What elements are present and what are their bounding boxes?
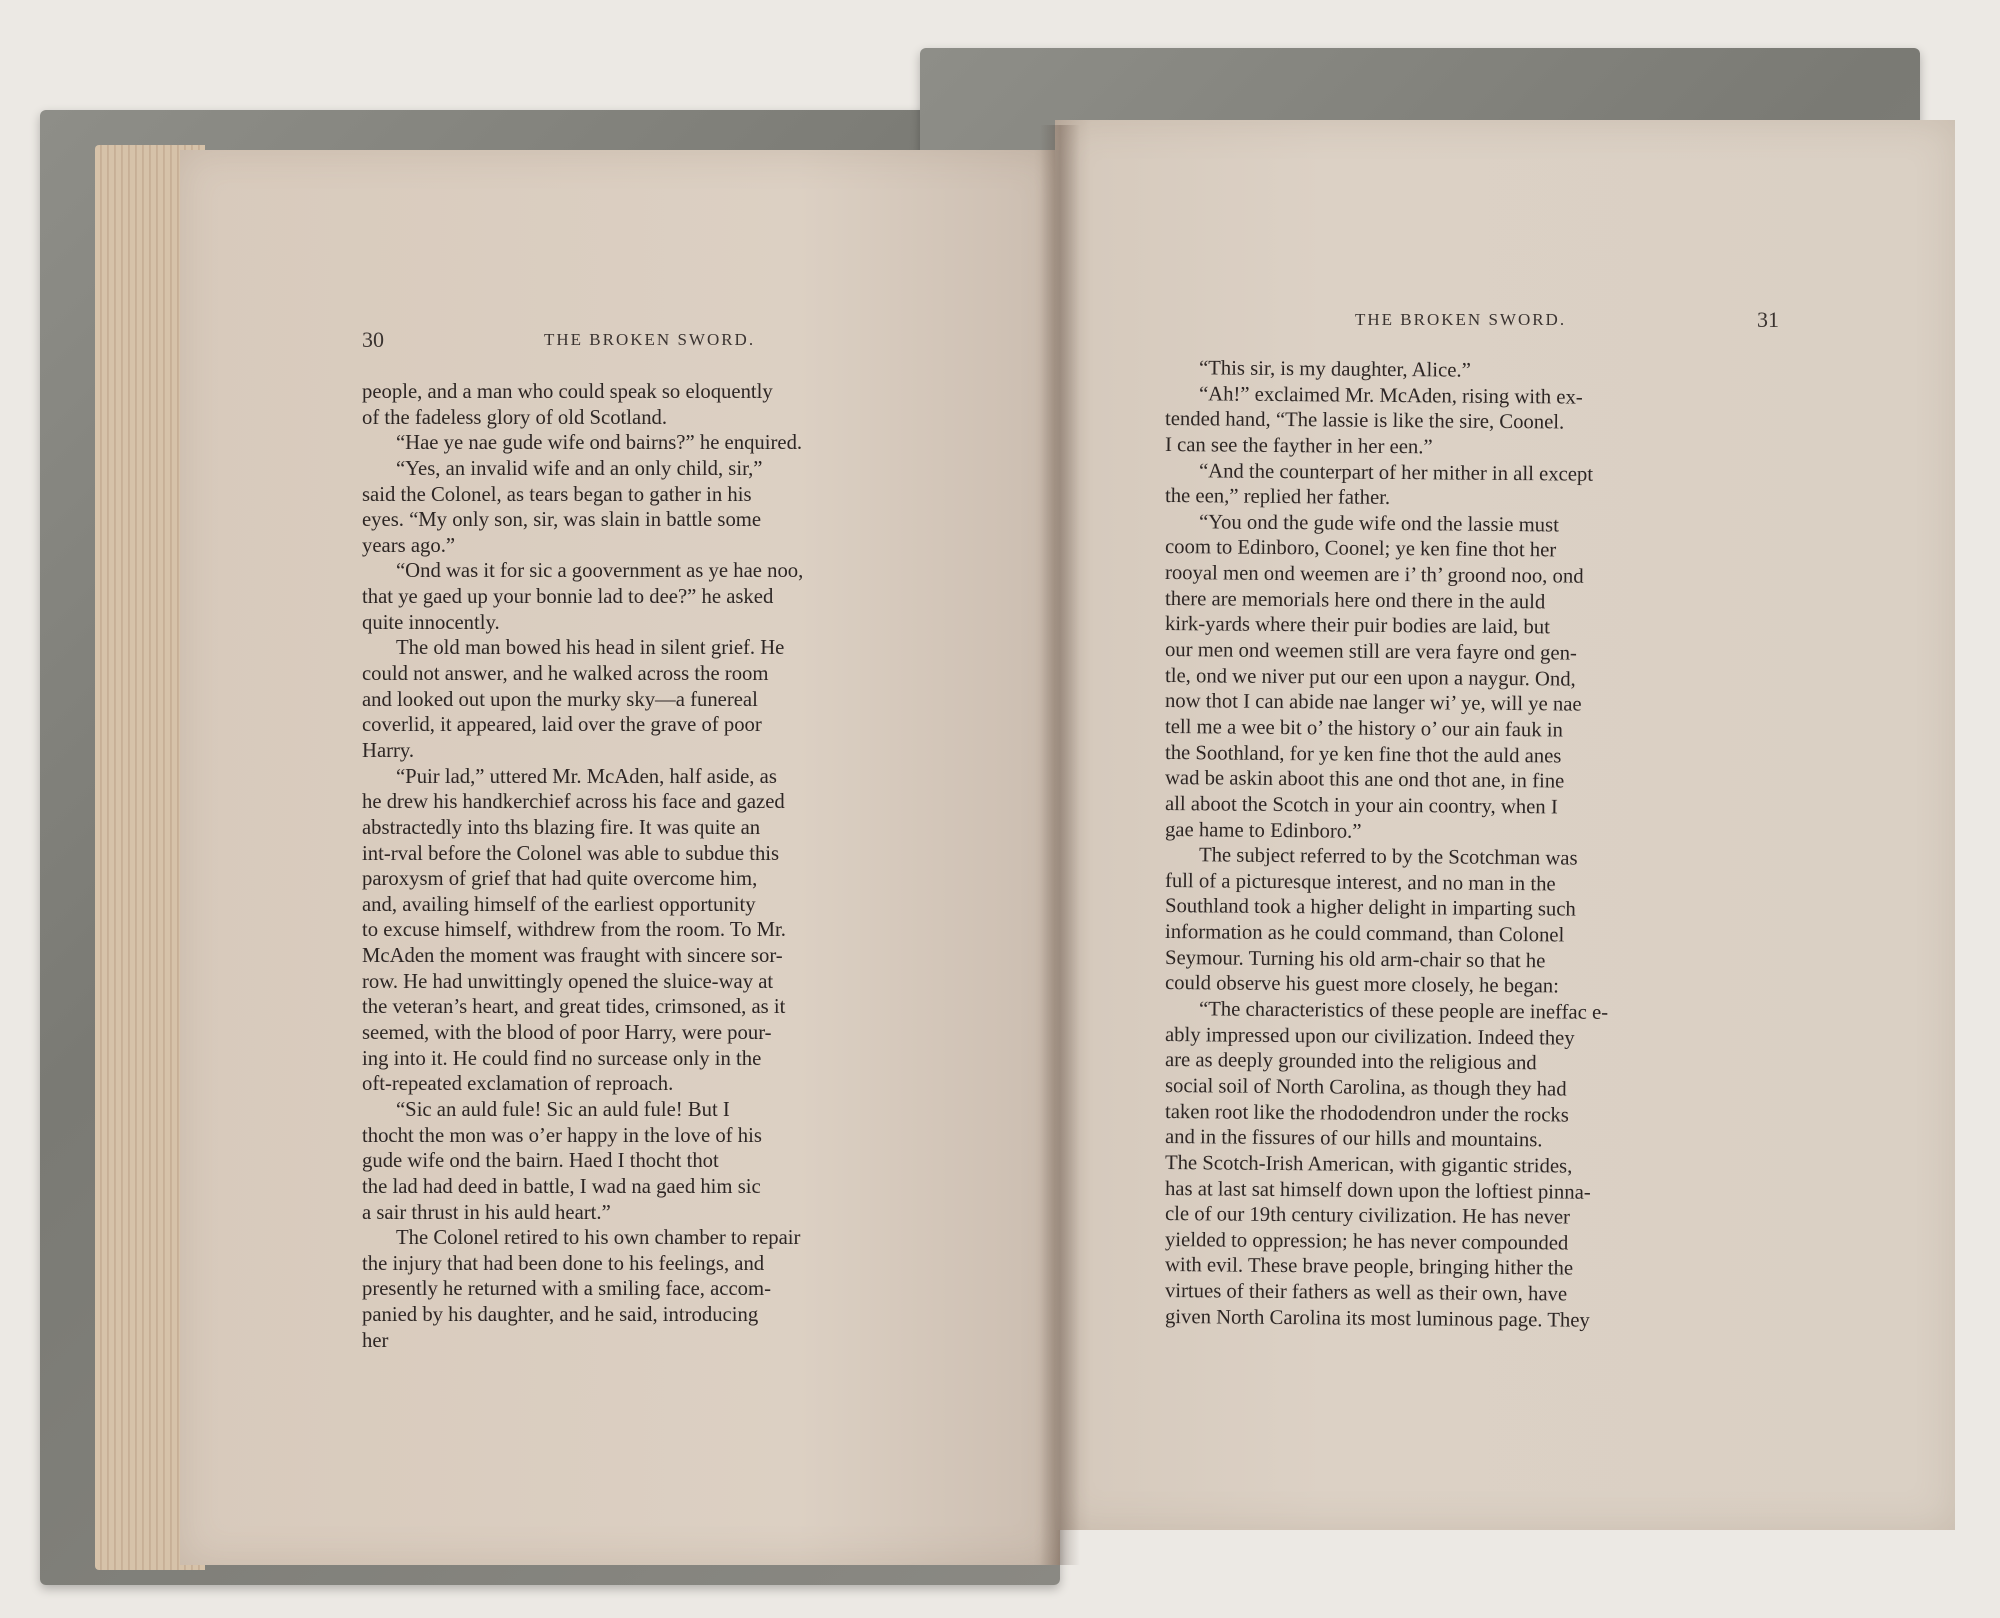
text-line: gae hame to Edinboro.” xyxy=(1164,818,1362,843)
text-line: he drew his handkerchief across his face and gazed xyxy=(362,791,785,814)
text-line: virtues of their fathers as well as their own, have xyxy=(1164,1280,1568,1306)
text-line: that ye gaed up your bonnie lad to dee?” he asked xyxy=(362,586,774,609)
left-page-header xyxy=(362,327,982,360)
text-line: tle, ond we niver put our een upon a naygur. Ond, xyxy=(1164,664,1576,691)
text-line: of the fadeless glory of old Scotland. xyxy=(362,406,668,429)
text-line: now thot I can abide nae langer wi’ ye, will ye nae xyxy=(1164,690,1582,716)
text-line: yielded to oppression; he has never compounded xyxy=(1164,1228,1569,1255)
text-line: years ago.” xyxy=(362,534,456,557)
text-line: “And the counterpart of her mither in all except xyxy=(1198,459,1594,486)
text-line: kirk-yards where their puir bodies are laid, but xyxy=(1164,613,1550,639)
text-line: wad be askin aboot this ane ond thot ane, in fine xyxy=(1164,767,1565,793)
text-line: there are memorials here ond there in the auld xyxy=(1164,587,1546,614)
text-line: tell me a wee bit o’ the history o’ our ain fauk in xyxy=(1164,715,1564,742)
text-line: The old man bowed his head in silent grief. He xyxy=(396,637,785,660)
text-line: her xyxy=(362,1329,389,1352)
text-line: could not answer, and he walked across the room xyxy=(362,663,769,686)
text-line: “You ond the gude wife ond the lassie must xyxy=(1198,511,1559,537)
text-line: eyes. “My only son, sir, was slain in battle some xyxy=(362,509,762,532)
text-line: “This sir, is my daughter, Alice.” xyxy=(1198,357,1471,382)
text-line: coverlid, it appeared, laid over the grave of poor xyxy=(362,714,762,737)
text-line: “Sic an auld fule! Sic an auld fule! But I xyxy=(396,1098,730,1121)
text-line: tended hand, “The lassie is like the sire, Coonel. xyxy=(1164,408,1565,434)
text-line: the lad had deed in battle, I wad na gaed him sic xyxy=(362,1175,761,1198)
text-line: all aboot the Scotch in your ain coontry, when I xyxy=(1164,792,1558,819)
text-line: the een,” replied her father. xyxy=(1164,485,1391,510)
text-line: rooyal men ond weemen are i’ th’ groond noo, ond xyxy=(1164,562,1584,588)
text-line: cle of our 19th century civilization. He has never xyxy=(1164,1203,1571,1229)
text-line: and looked out upon the murky sky—a funereal xyxy=(362,688,758,711)
text-line: The Scotch-Irish American, with gigantic strides, xyxy=(1164,1151,1573,1178)
text-line: “Ond was it for sic a goovernment as ye hae noo, xyxy=(396,560,804,583)
page-number: 30 xyxy=(362,327,384,352)
text-line: seemed, with the blood of poor Harry, were pour- xyxy=(362,1022,772,1045)
right-page-header xyxy=(1165,307,1785,340)
text-line: a sair thrust in his auld heart.” xyxy=(362,1201,611,1224)
text-line: Harry. xyxy=(362,739,415,762)
text-line: the Soothland, for ye ken fine thot the auld anes xyxy=(1164,741,1562,768)
running-title: THE BROKEN SWORD. xyxy=(544,330,756,349)
text-line: and in the fissures of our hills and mountains. xyxy=(1164,1126,1543,1152)
text-line: quite innocently. xyxy=(362,611,500,634)
text-line: gude wife ond the bairn. Haed I thocht thot xyxy=(362,1150,719,1173)
text-line: presently he returned with a smiling face, accom- xyxy=(362,1278,771,1301)
text-line: and, availing himself of the earliest opportunity xyxy=(362,893,756,916)
text-line: I can see the fayther in her een.” xyxy=(1164,433,1433,459)
text-line: abstractedly into ths blazing fire. It was quite an xyxy=(362,816,761,839)
text-line: full of a picturesque interest, and no man in the xyxy=(1164,869,1556,896)
text-line: McAden the moment was fraught with sincere sor- xyxy=(362,945,783,968)
text-line: could observe his guest more closely, he began: xyxy=(1164,972,1560,998)
text-line: people, and a man who could speak so eloquently xyxy=(362,381,773,403)
page-number: 31 xyxy=(1757,307,1779,332)
text-line: the veteran’s heart, and great tides, crimsoned, as it xyxy=(362,996,786,1019)
text-line: panied by his daughter, and he said, introducing xyxy=(362,1304,759,1327)
text-line: are as deeply grounded into the religious and xyxy=(1164,1049,1537,1075)
text-line: information as he could command, than Colonel xyxy=(1164,921,1565,947)
text-line: given North Carolina its most luminous page. They xyxy=(1164,1305,1590,1332)
text-line: row. He had unwittingly opened the sluice-way at xyxy=(362,970,774,993)
running-title: THE BROKEN SWORD. xyxy=(1355,310,1567,329)
text-line: oft-repeated exclamation of reproach. xyxy=(362,1073,674,1096)
text-line: with evil. These brave people, bringing hither the xyxy=(1164,1254,1574,1280)
right-page-text xyxy=(1165,356,1785,1330)
text-line: “Hae ye nae gude wife ond bairns?” he enquired. xyxy=(396,432,803,455)
text-line: our men ond weemen still are vera fayre ond gen- xyxy=(1164,639,1577,665)
text-line: The subject referred to by the Scotchman was xyxy=(1198,844,1578,870)
text-line: thocht the mon was o’er happy in the love of his xyxy=(362,1124,762,1147)
text-line: “Puir lad,” uttered Mr. McAden, half aside, as xyxy=(396,765,777,788)
text-line: social soil of North Carolina, as though they had xyxy=(1164,1074,1567,1101)
text-line: ing into it. He could find no surcease only in the xyxy=(362,1047,762,1070)
text-line: to excuse himself, withdrew from the room. To Mr. xyxy=(362,919,786,942)
text-line: paroxysm of grief that had quite overcome him, xyxy=(362,868,758,891)
text-line: has at last sat himself down upon the loftiest pinna- xyxy=(1164,1177,1591,1204)
text-line: The Colonel retired to his own chamber to repair xyxy=(396,1227,801,1250)
text-line: taken root like the rhododendron under the rocks xyxy=(1164,1100,1569,1127)
text-line: coom to Edinboro, Coonel; ye ken fine thot her xyxy=(1164,536,1557,562)
text-line: ably impressed upon our civilization. Indeed they xyxy=(1164,1023,1575,1050)
text-line: said the Colonel, as tears began to gather in his xyxy=(362,483,752,506)
gutter xyxy=(1040,125,1080,1565)
text-line: “The characteristics of these people are ineffac e- xyxy=(1198,998,1609,1024)
left-page-text xyxy=(362,380,987,1354)
text-line: “Yes, an invalid wife and an only child, sir,” xyxy=(396,457,763,480)
text-line: “Ah!” exclaimed Mr. McAden, rising with ex- xyxy=(1198,382,1583,409)
text-line: int-rval before the Colonel was able to subdue this xyxy=(362,842,780,865)
text-line: the injury that had been done to his feelings, and xyxy=(362,1252,765,1275)
text-line: Southland took a higher delight in imparting such xyxy=(1164,895,1576,922)
text-line: Seymour. Turning his old arm-chair so that he xyxy=(1164,946,1546,973)
